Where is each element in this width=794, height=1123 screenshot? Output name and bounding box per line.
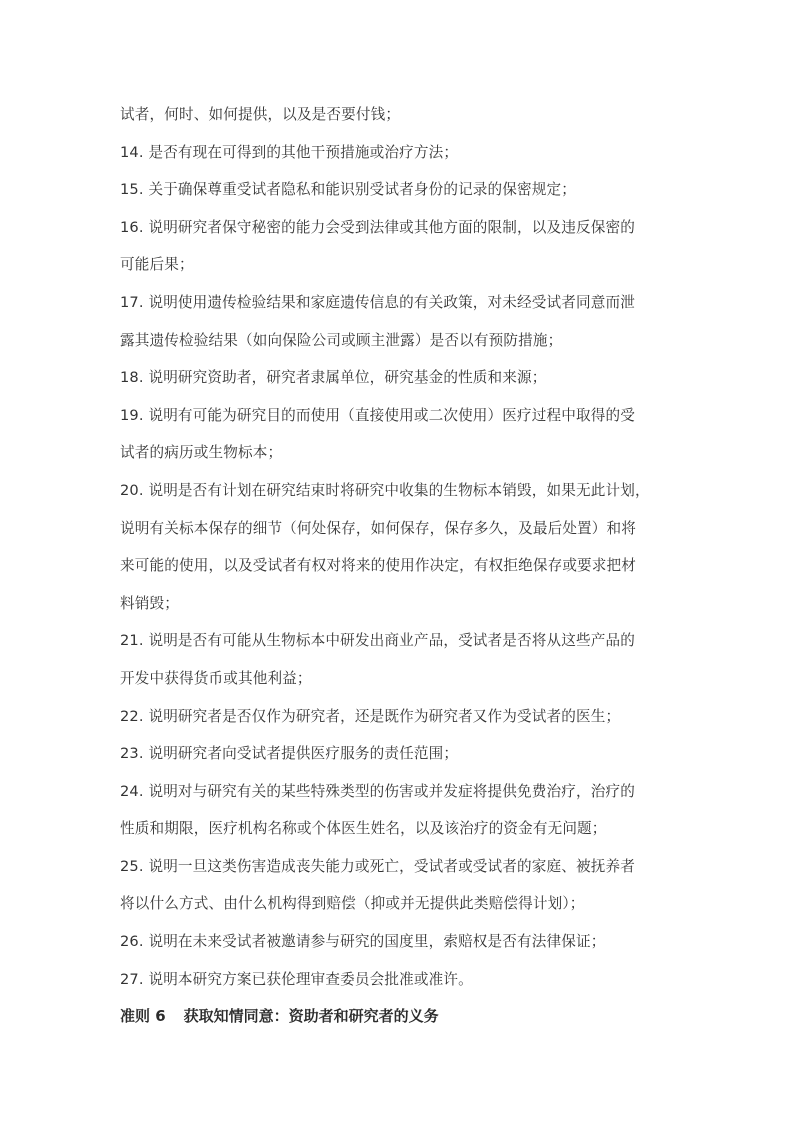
text-line: 来可能的使用，以及受试者有权对将来的使用作决定，有权拒绝保存或要求把材 <box>120 557 637 575</box>
text-line: 18. 说明研究资助者，研究者隶属单位，研究基金的性质和来源； <box>120 369 547 387</box>
text-line: 24. 说明对与研究有关的某些特殊类型的伤害或并发症将提供免费治疗，治疗的 <box>120 782 635 800</box>
text-line: 22. 说明研究者是否仅作为研究者，还是既作为研究者又作为受试者的医生； <box>120 707 621 725</box>
text-line: 开发中获得货币或其他利益； <box>120 669 312 687</box>
text-line: 可能后果； <box>120 256 194 274</box>
section-heading-title: 获取知情同意：资助者和研究者的义务 <box>183 1007 439 1026</box>
text-line: 试者，何时、如何提供，以及是否要付钱； <box>120 106 401 123</box>
text-line: 料销毁； <box>120 594 179 612</box>
text-line: 26. 说明在未来受试者被邀请参与研究的国度里，索赔权是否有法律保证； <box>120 933 606 951</box>
text-line: 15. 关于确保尊重受试者隐私和能识别受试者身份的记录的保密规定； <box>120 181 577 199</box>
section-heading-label: 准则 6 <box>120 1007 166 1026</box>
text-line: 23. 说明研究者向受试者提供医疗服务的责任范围； <box>120 745 459 763</box>
text-line: 16. 说明研究者保守秘密的能力会受到法律或其他方面的限制，以及违反保密的 <box>120 218 635 236</box>
text-line: 性质和期限，医疗机构名称或个体医生姓名，以及该治疗的资金有无问题； <box>120 820 607 838</box>
text-line: 27. 说明本研究方案已获伦理审查委员会批准或准许。 <box>120 970 473 988</box>
text-line: 试者的病历或生物标本； <box>120 444 283 462</box>
text-line: 露其遗传检验结果（如向保险公司或顾主泄露）是否以有预防措施； <box>120 331 563 349</box>
text-line: 14. 是否有现在可得到的其他干预措施或治疗方法； <box>120 143 459 161</box>
document-body <box>120 96 676 1036</box>
section-heading <box>120 998 676 1036</box>
text-line: 19. 说明有可能为研究目的而使用（直接使用或二次使用）医疗过程中取得的受 <box>120 406 635 424</box>
text-line: 21. 说明是否有可能从生物标本中研发出商业产品，受试者是否将从这些产品的 <box>120 632 635 650</box>
text-line: 17. 说明使用遗传检验结果和家庭遗传信息的有关政策，对未经受试者同意而泄 <box>120 293 635 311</box>
text-line: 20. 说明是否有计划在研究结束时将研究中收集的生物标本销毁，如果无此计划， <box>120 481 650 499</box>
text-line: 25. 说明一旦这类伤害造成丧失能力或死亡，受试者或受试者的家庭、被抚养者 <box>120 857 635 875</box>
text-line: 将以什么方式、由什么机构得到赔偿（抑或并无提供此类赔偿得计划）； <box>120 895 585 913</box>
text-line: 说明有关标本保存的细节（何处保存，如何保存，保存多久，及最后处置）和将 <box>120 519 637 537</box>
